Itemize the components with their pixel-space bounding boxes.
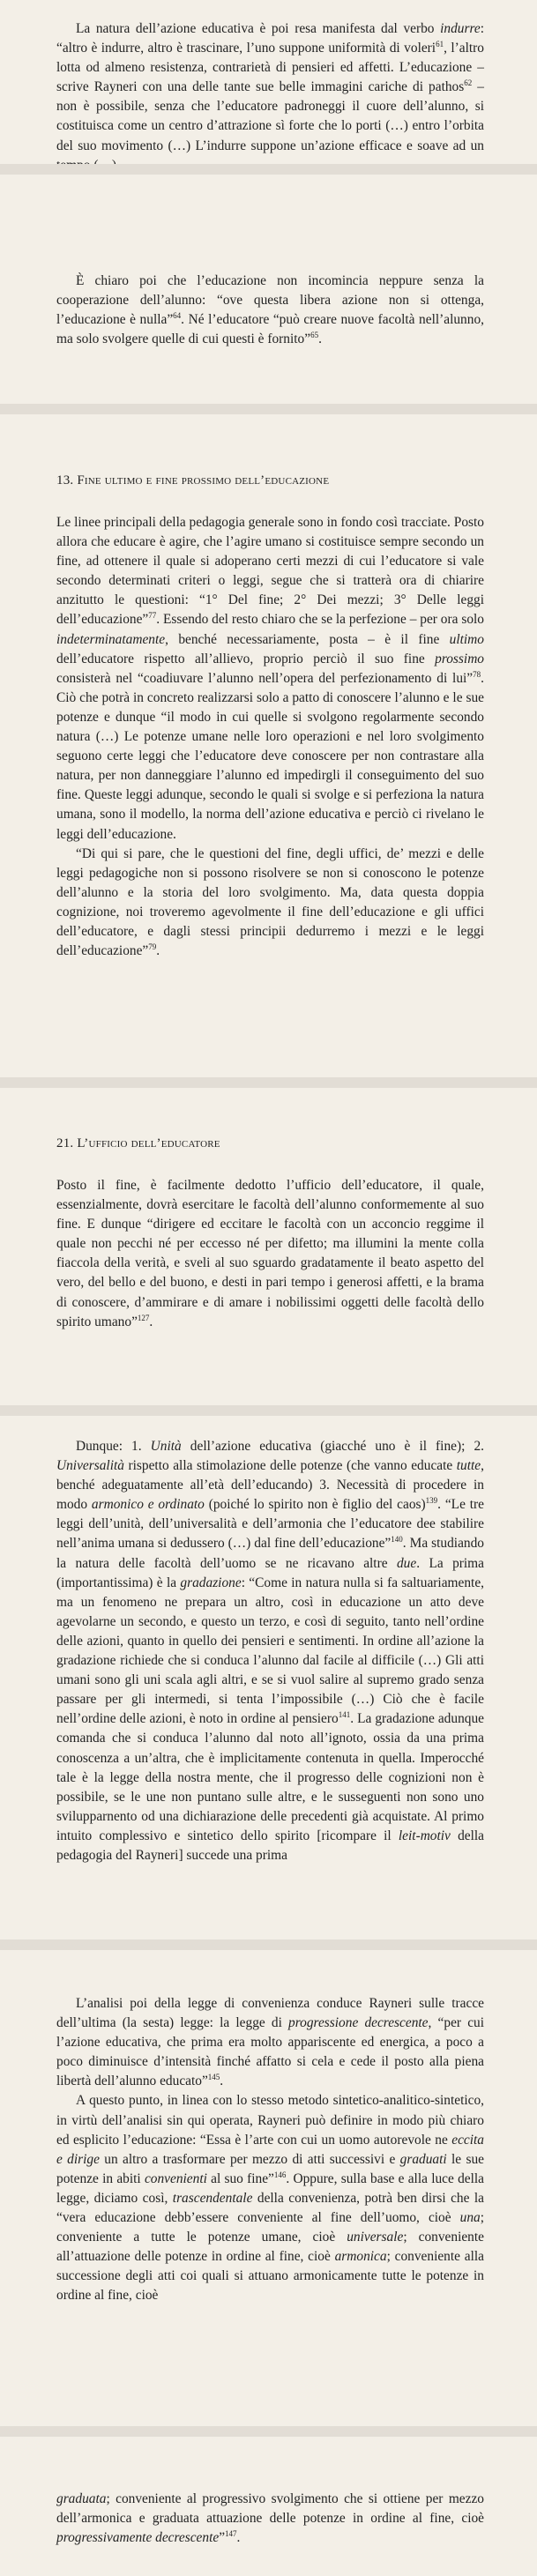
strip-separator	[0, 1077, 537, 1088]
section-title: Fine ultimo e fine prossimo dell’educazione	[77, 473, 330, 488]
strip-separator	[0, 2426, 537, 2437]
text-strip-leggi	[0, 1416, 537, 1939]
strip-separator	[0, 1405, 537, 1416]
section-heading-21	[56, 1134, 484, 1153]
section-number: 13.	[56, 473, 78, 488]
text-strip-indurre	[0, 0, 537, 164]
text-strip-graduata	[0, 2437, 537, 2576]
paragraph-definizione: A questo punto, in linea con lo stesso metodo sintetico-analitico-sintetico, in virtù dell’analisi sin qui operata, Rayneri può definire in modo più chiaro ed esplicito l’educazione: “Essa è l’arte con cui un uomo autorevole ne eccita e dirige un altro a trasformare per mezzo di atti successivi e graduati le sue potenze in abiti convenienti al suo fine”$^{146}$. Oppure, sulla base e alla luce della legge, diciamo così, trascendentale della convenienza, potrà ben dirsi che la “vera educazione debb’essere conveniente al fine dell’uomo, cioè una; conveniente a tutte le potenze umane, cioè universale; conveniente all’attuazione delle potenze in ordine al fine, cioè armonica; conveniente alla successione degli atti coi quali si attuano armonicamente tutte le potenze in ordine al fine, cioè	[56, 2093, 484, 2304]
section-heading-13	[56, 471, 484, 490]
paragraph-fine-ultimo: Le linee principali della pedagogia generale sono in fondo così tracciate. Posto allora che educare è agire, che l’agire umano si costituisce sempre secondo un fine, ad ottenere il quale si adoperano certi mezzi di cui l’educatore si vale secondo determinati criteri o leggi, segue che si tratterà ora di chiarire anzitutto le questioni: “1° Del fine; 2° Dei mezzi; 3° Delle leggi dell’educazione”$^{77}$. Essendo del resto chiaro che se la perfezione – per ora solo indeterminatamente, benché necessariamente, posta – è il fine ultimo dell’educatore rispetto all’allievo, proprio perciò il suo fine prossimo consisterà nel “coadiuvare l’alunno nell’opera del perfezionamento di lui”$^{78}$. Ciò che potrà in concreto realizzarsi solo a patto di conoscere l’alunno e le sue potenze e dunque “il modo in cui quelle si svolgono regolarmente secondo natura (…) Le potenze umane nelle loro operazioni e nel loro svolgimento seguono certe leggi che l’educatore deve conoscere per non contrastare alla natura, per non danneggiare l’alunno ed impedirgli il conseguimento del suo fine. Queste leggi adunque, secondo le quali si svolge e si perfeziona la natura umana, sono il modello, la norma dell’azione educativa e perciò ci rivelano le leggi dell’educazione.	[56, 515, 484, 842]
text-strip-convenienza	[0, 1950, 537, 2426]
paragraph-cooperazione: È chiaro poi che l’educazione non incomincia neppure senza la cooperazione dell’alunno: “ove questa libera azione non si ottenga, l’educazione è nulla”$^{64}$. Né l’educatore “può creare nuove facoltà nell’alunno, ma solo svolgere quelle di cui questi è fornito”$^{65}$.	[56, 273, 484, 347]
strip-separator	[0, 164, 537, 175]
paragraph-indurre: La natura dell’azione educativa è poi resa manifesta dal verbo indurre: “altro è indurre, altro è trascinare, l’uno suppone uniformità di voleri$^{61}$, l’altro lotta od almeno resistenza, contrarietà di pensieri ed affetti. L’educazione – scrive Rayneri con una delle tante sue belle immagini cariche di pathos$^{62}$ – non è possibile, senza che l’educatore padroneggi il cuore dell’alunno, si costituisca come un centro d’attrazione sì forte che lo porti (…) entro l’orbita del suo movimento (…) L’indurre suppone un’azione efficace e soave ad un	[56, 21, 484, 153]
strip-separator	[0, 404, 537, 414]
paragraph-progressione: L’analisi poi della legge di convenienza conduce Rayneri sulle tracce dell’ultima (la sesta) legge: la legge di progressione decrescente, “per cui l’azione educativa, che prima era molto appariscente ed energica, a poco a poco diminuisce d’intensità finché affatto si cela e cede il posto alla piena libertà dell’alunno educato”$^{145}$.	[56, 1996, 484, 2089]
paragraph-questioni: “Di qui si pare, che le questioni del fine, degli uffici, de’ mezzi e delle leggi pedagogiche non si possono risolvere se non si conoscono le potenze dell’alunno e la storia del loro svolgimento. Ma, data questa doppia cognizione, noi troveremo agevolmente il fine dell’educazione e gli uffici dell’educatore, e dagli stessi principii dedurremo i mezzi e le leggi dell’educazione”$^{79}$.	[56, 845, 484, 959]
text-strip-section-13	[0, 414, 537, 1077]
paragraph-graduata: graduata; conveniente al progressivo svolgimento che si ottiene per mezzo dell’armonica e graduata attuazione delle potenze in ordine al fine, cioè progressivamente decrescente”$^{147}$.	[56, 2491, 484, 2546]
text-strip-section-21	[0, 1088, 537, 1405]
strip-separator	[0, 1939, 537, 1950]
paragraph-leggi: Dunque: 1. Unità dell’azione educativa (giacché uno è il fine); 2. Universalità rispetto alla stimolazione delle potenze (che vanno educate tutte, benché adeguatamente all’età dell’educando) 3. Necessità di procedere in modo armonico e ordinato (poiché lo spirito non è figlio del caos)$^{139}$. “Le tre leggi dell’unità, dell’universalità e dell’armonia che l’educatore dee stabilire nell’anima umana si dedussero (…) dal fine dell’educazione”$^{140}$. Ma studiando la natura delle facoltà dell’uomo se ne ricavano altre due. La prima (importantissima) è la gradazione: “Come in natura nulla si fa saltuariamente, ma un fenomeno ne prepara un altro, così in educazione un atto deve agevolarne un secondo, e questo un terzo, e così di seguito, tanto nell’ordine delle azioni, quanto in quello dei pensieri e sentimenti. In ordine all’azione la gradazione richiede che si conduca l’alunno dal facile al difficile (…) Gli atti umani sono gli uni scala agli altri, e se si vuol salire al supremo grado senza passare per gli intermedi, si tenta l’impossibile (…) Ciò che è facile nell’ordine delle azioni, è noto in ordine al pensiero$^{141}$. La gradazione adunque comanda che si conduca l’alunno dal noto all’ignoto, ossia da una prima conoscenza a un’altra, che è implicitamente contenuta in quella. Imperocché tale è la legge della nostra mente, che il progresso delle cognizioni non è possibile, se le une non puntano sulle altre, e le susseguenti non sono uno svilupparnento od una dichiarazione delle precedenti già acquistate. Al primo intuito complessivo e sintetico dello spirito [ricompare il leit-motiv della pedagogia del Rayneri] succede una prima	[56, 1439, 485, 1863]
paragraph-ufficio: Posto il fine, è facilmente dedotto l’ufficio dell’educatore, il quale, essenzialmente, dovrà esercitare le facoltà dell’alunno conformemente al suo fine. E dunque “dirigere ed eccitare le facoltà con un acconcio reggime il quale non pecchi né per eccesso né per difetto; ma illumini la mente colla fiaccola della verità, e sveli al suo sguardo gradatamente il beato aspetto del vero, del bello e del buono, e desti in pari tempo i generosi affetti, e la brama di conoscere, d’ammirare e di amare i nobilissimi oggetti delle facoltà dello spirito umano”$^{127}$.	[56, 1178, 484, 1329]
text-strip-cooperazione	[0, 175, 537, 404]
section-number: 21.	[56, 1136, 78, 1150]
section-title: L’ufficio dell’educatore	[77, 1136, 220, 1150]
